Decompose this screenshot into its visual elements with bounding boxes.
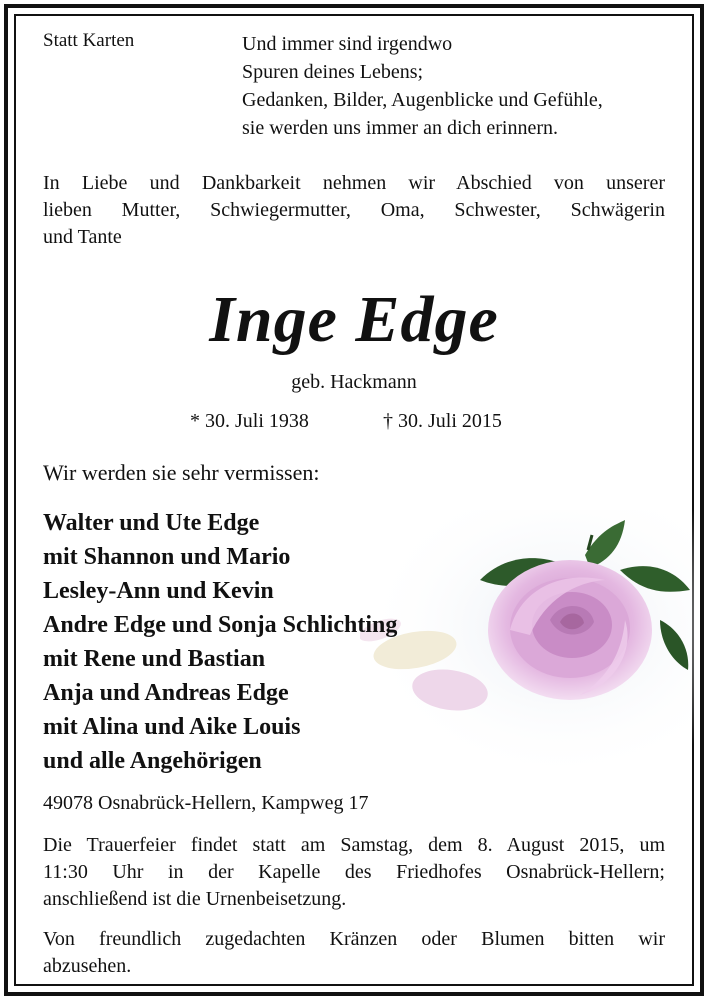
flowers-request xyxy=(43,926,665,980)
mourners-list xyxy=(43,506,397,778)
rose-image xyxy=(360,510,695,770)
address: 49078 Osnabrück-Hellern, Kampweg 17 xyxy=(43,792,369,814)
request-line: Von freundlich zugedachten Kränzen oder Blumen bitten wir xyxy=(43,928,665,950)
statt-karten: Statt Karten xyxy=(43,30,135,51)
mourner-line: und alle Angehörigen xyxy=(43,748,262,774)
poem xyxy=(242,30,603,142)
poem-line: Gedanken, Bilder, Augenblicke und Gefühle, xyxy=(242,89,603,111)
mourner-line: mit Shannon und Mario xyxy=(43,544,291,570)
death-date: † 30. Juli 2015 xyxy=(383,410,502,432)
intro-line: In Liebe und Dankbarkeit nehmen wir Abschied von unserer xyxy=(43,172,665,194)
mourners-heading: Wir werden sie sehr vermissen: xyxy=(43,460,320,485)
intro-text xyxy=(43,170,665,251)
mourner-line: mit Alina und Aike Louis xyxy=(43,714,301,740)
deceased-name: Inge Edge xyxy=(209,283,499,356)
intro-line: lieben Mutter, Schwiegermutter, Oma, Schwester, Schwägerin xyxy=(43,199,665,221)
mourner-line: mit Rene und Bastian xyxy=(43,646,266,672)
poem-line: Spuren deines Lebens; xyxy=(242,61,424,83)
birth-date: * 30. Juli 1938 xyxy=(190,410,309,432)
service-line: 11:30 Uhr in der Kapelle des Friedhofes Osnabrück-Hellern; xyxy=(43,861,665,883)
mourner-line: Anja und Andreas Edge xyxy=(43,680,289,706)
mourner-line: Lesley-Ann und Kevin xyxy=(43,578,274,604)
poem-line: Und immer sind irgendwo xyxy=(242,33,453,55)
mourner-line: Walter und Ute Edge xyxy=(43,510,260,536)
poem-line: sie werden uns immer an dich erinnern. xyxy=(242,117,559,139)
service-line: anschließend ist die Urnenbeisetzung. xyxy=(43,888,347,910)
service-info xyxy=(43,832,665,913)
service-line: Die Trauerfeier findet statt am Samstag, dem 8. August 2015, um xyxy=(43,834,665,856)
intro-line: und Tante xyxy=(43,226,122,248)
request-line: abzusehen. xyxy=(43,955,132,977)
mourner-line: Andre Edge und Sonja Schlichting xyxy=(43,612,398,638)
birth-name: geb. Hackmann xyxy=(291,371,417,393)
